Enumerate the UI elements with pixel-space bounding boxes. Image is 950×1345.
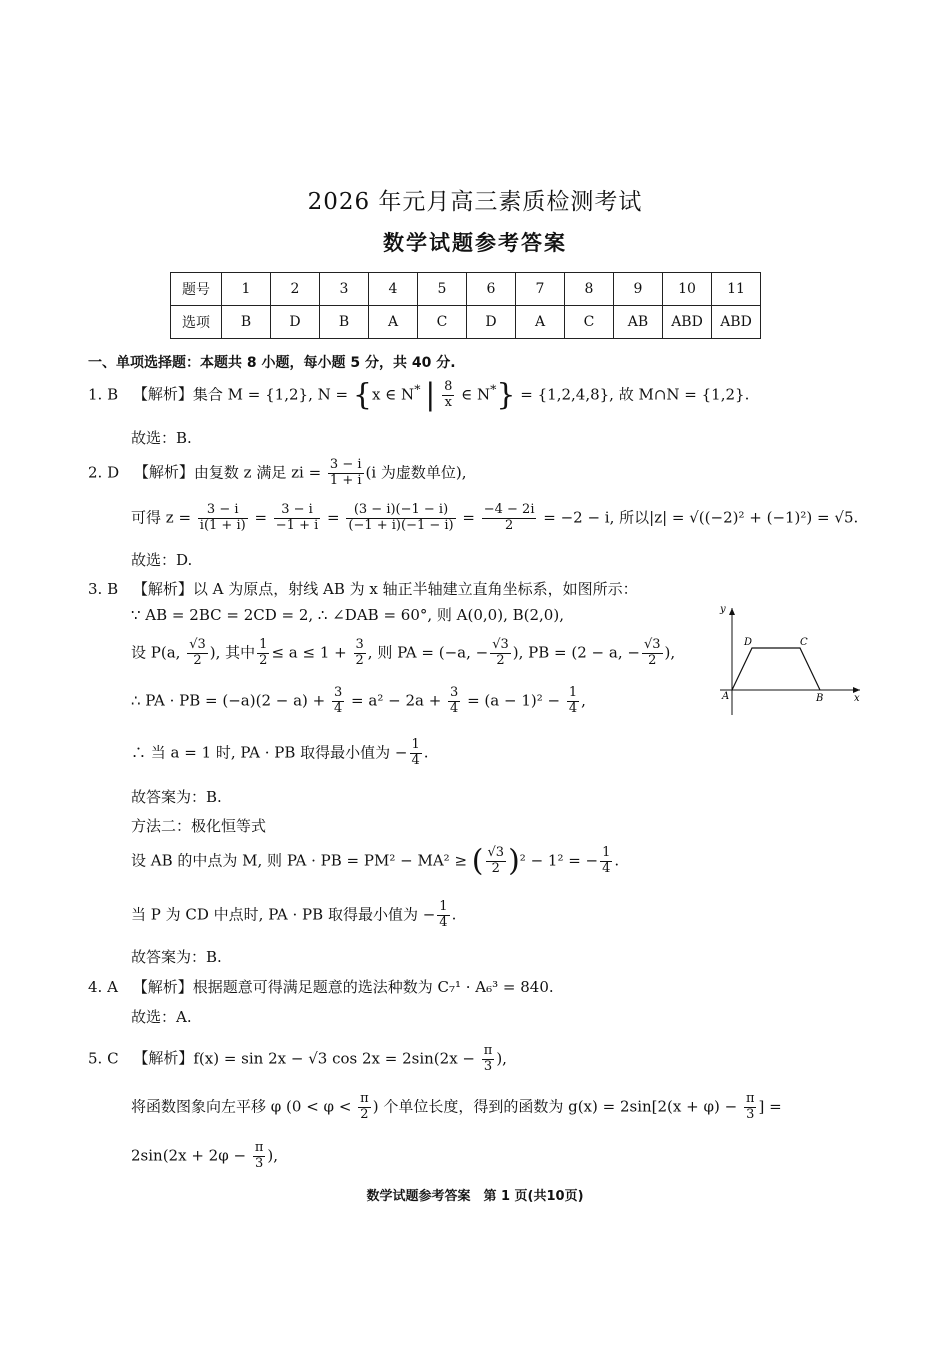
fraction: $\frac{1}{4}$ <box>439 899 448 930</box>
q3-midpoint: 当 P 为 CD 中点时, PA · PB 取得最小值为 − $\frac{1}{4}$ . <box>131 899 457 930</box>
fraction: $\frac{3 - i}{i(1 + i)}$ <box>199 502 246 533</box>
point-label-c: C <box>800 637 808 648</box>
table-cell-answer: C <box>565 306 614 339</box>
fraction: $\frac{8}{x}$ <box>444 379 453 410</box>
table-cell-number: 9 <box>614 273 663 306</box>
table-cell-answer: B <box>222 306 271 339</box>
fraction: $\frac{3 - i}{1 + i}$ <box>329 457 362 488</box>
axis-label-y: y <box>720 604 726 615</box>
q3-answer-1: 故答案为：B. <box>131 788 222 806</box>
fraction: $\frac{1}{4}$ <box>602 845 611 876</box>
point-label-b: B <box>816 693 824 704</box>
analysis-tag: 【解析】 <box>132 385 193 404</box>
question-number: 2. D <box>88 463 120 482</box>
analysis-tag: 【解析】 <box>132 580 193 598</box>
q2-conclusion: 故选：D. <box>131 551 193 569</box>
q4-text: 根据题意可得满足题意的选法种数为 C₇¹ · A₆³ = 840. <box>192 978 554 996</box>
fraction: $\frac{√3}{2}$ <box>492 637 509 668</box>
table-cell-answer: D <box>271 306 320 339</box>
fraction: $\frac{-4 - 2i}{2}$ <box>483 502 535 533</box>
point-label-d: D <box>744 637 753 648</box>
set-bar: | <box>425 377 436 413</box>
fraction: $\frac{√3}{2}$ <box>487 845 505 876</box>
fraction: $\frac{1}{4}$ <box>568 685 578 716</box>
table-cell-number: 2 <box>271 273 320 306</box>
fraction: $\frac{1}{2}$ <box>259 637 268 668</box>
q3-minimum: ∴ 当 a = 1 时, PA · PB 取得最小值为 − $\frac{1}{4}$ . <box>131 737 429 768</box>
fraction: $\frac{\pi}{3}$ <box>483 1043 493 1074</box>
table-cell-answer: AB <box>614 306 663 339</box>
set-condition: ∈ N <box>456 385 491 404</box>
q1-conclusion: 故选：B. <box>131 429 192 447</box>
analysis-tag: 【解析】 <box>133 463 194 482</box>
table-cell-answer: ABD <box>712 306 761 339</box>
q3-text: 以 A 为原点，射线 AB 为 x 轴正半轴建立直角坐标系，如图所示： <box>192 580 638 598</box>
question-number: 1. B <box>88 385 119 404</box>
answer-table <box>170 272 761 339</box>
fraction: $\frac{3}{2}$ <box>355 637 364 668</box>
analysis-tag: 【解析】 <box>133 1049 194 1068</box>
table-cell-number: 6 <box>467 273 516 306</box>
trapezoid-figure <box>710 600 870 720</box>
analysis-tag: 【解析】 <box>132 978 193 996</box>
table-cell-answer: A <box>516 306 565 339</box>
brace-left: { <box>352 377 372 413</box>
table-cell-number: 5 <box>418 273 467 306</box>
q3-method-two: 方法二：极化恒等式 <box>131 817 267 835</box>
table-cell-number: 10 <box>663 273 712 306</box>
fraction: $\frac{3 - i}{-1 + i}$ <box>275 502 319 533</box>
fraction: $\frac{\pi}{3}$ <box>254 1140 264 1171</box>
fraction: $\frac{\pi}{3}$ <box>745 1091 755 1122</box>
table-cell-answer: D <box>467 306 516 339</box>
q2-text: 由复数 z 满足 zi = <box>193 463 326 482</box>
table-cell-number: 3 <box>320 273 369 306</box>
point-label-a: A <box>722 691 730 702</box>
q2-derivation: 可得 z = $\frac{3 - i}{i(1 + i)}$ = $\frac{3 - i}{-1 + i}$ = $\frac{(3 - i)(-1 - i)}{(-1 + i)(-1 - i)}$ = $\frac{-4 - 2i}{2}$ = −2 − i, 所以|z| = √((−2)² + (−1)²) = √5. <box>131 502 859 533</box>
q3-line <box>88 578 638 599</box>
table-cell-number: 7 <box>516 273 565 306</box>
y-axis-arrow <box>729 608 735 615</box>
answer-table-number-row <box>171 273 761 306</box>
q2-text-end: (i 为虚数单位), <box>365 463 467 482</box>
q2-line <box>88 458 467 489</box>
fraction: $\frac{√3}{2}$ <box>189 637 206 668</box>
q1-result: = {1,2,4,8}, 故 M∩N = {1,2}. <box>515 385 750 404</box>
q5-line: 5. C 【解析】f(x) = sin 2x − √3 cos 2x = 2sin(2x − $\frac{\pi}{3}$ ), <box>88 1043 507 1074</box>
table-cell-number: 11 <box>712 273 761 306</box>
q3-setup: 设 P(a, $\frac{√3}{2}$ ), 其中 $\frac{1}{2}$ ≤ a ≤ 1 + $\frac{3}{2}$ , 则 PA = (−a, − $\frac{√3}{2}$ ), PB = (2 − a, − $\frac{√3}{2}$ ), <box>131 637 676 668</box>
q3-dot-product: ∴ PA · PB = (−a)(2 − a) + $\frac{3}{4}$ = a² − 2a + $\frac{3}{4}$ = (a − 1)² − $\frac{1}{4}$ , <box>131 685 586 716</box>
table-cell-number: 1 <box>222 273 271 306</box>
q3-polarization: 设 AB 的中点为 M, 则 PA · PB = PM² − MA² ≥ ( $\frac{√3}{2}$ )² − 1² = − $\frac{1}{4}$ . <box>131 843 620 879</box>
fraction: $\frac{1}{4}$ <box>411 737 420 768</box>
question-number: 3. B <box>88 580 119 598</box>
page-subtitle: 数学试题参考答案 <box>383 231 567 255</box>
fraction: $\frac{(3 - i)(-1 - i)}{(-1 + i)(-1 - i)}$ <box>348 502 454 533</box>
trapezoid-outline <box>732 648 820 690</box>
set-element: x ∈ N <box>371 385 415 404</box>
table-cell-answer: A <box>369 306 418 339</box>
fraction: $\frac{√3}{2}$ <box>643 637 661 668</box>
q5-result: 2sin(2x + 2φ − $\frac{\pi}{3}$ ), <box>131 1140 278 1171</box>
section-heading: 一、单项选择题：本题共 8 小题，每小题 5 分，共 40 分. <box>88 355 456 371</box>
axis-label-x: x <box>854 693 860 704</box>
table-cell-answer: B <box>320 306 369 339</box>
table-header-cell: 选项 <box>171 306 222 339</box>
q5-shift: 将函数图象向左平移 φ (0 < φ < $\frac{\pi}{2}$ ) 个单位长度，得到的函数为 g(x) = 2sin[2(x + φ) − $\frac{\pi}{3}$ ] = <box>131 1091 782 1122</box>
page-title: 2026 年元月高三素质检测考试 <box>307 189 643 215</box>
brace-right: } <box>496 377 516 413</box>
table-header-cell: 题号 <box>171 273 222 306</box>
q3-given: ∵ AB = 2BC = 2CD = 2, ∴ ∠DAB = 60°, 则 A(0,0), B(2,0), <box>131 606 564 624</box>
table-cell-number: 8 <box>565 273 614 306</box>
q4-conclusion: 故选：A. <box>131 1008 192 1026</box>
question-number: 5. C <box>88 1049 119 1068</box>
q1-line: 1. B 【解析】集合 M = {1,2}, N = {x ∈ N* | $\frac{8}{x}$ ∈ N*} = {1,2,4,8}, 故 M∩N = {1,2}. <box>88 377 750 413</box>
table-cell-number: 4 <box>369 273 418 306</box>
q4-line <box>88 976 554 997</box>
fraction: $\frac{3}{4}$ <box>334 685 343 716</box>
table-cell-answer: C <box>418 306 467 339</box>
fraction: $\frac{\pi}{2}$ <box>360 1091 369 1122</box>
q3-answer-2: 故答案为：B. <box>131 948 222 966</box>
page-footer: 数学试题参考答案 第 1 页(共10页) <box>366 1189 584 1204</box>
answer-table-answer-row <box>171 306 761 339</box>
fraction: $\frac{3}{4}$ <box>450 685 459 716</box>
question-number: 4. A <box>88 978 118 996</box>
table-cell-answer: ABD <box>663 306 712 339</box>
q1-text: 集合 M = {1,2}, N = <box>192 385 353 404</box>
